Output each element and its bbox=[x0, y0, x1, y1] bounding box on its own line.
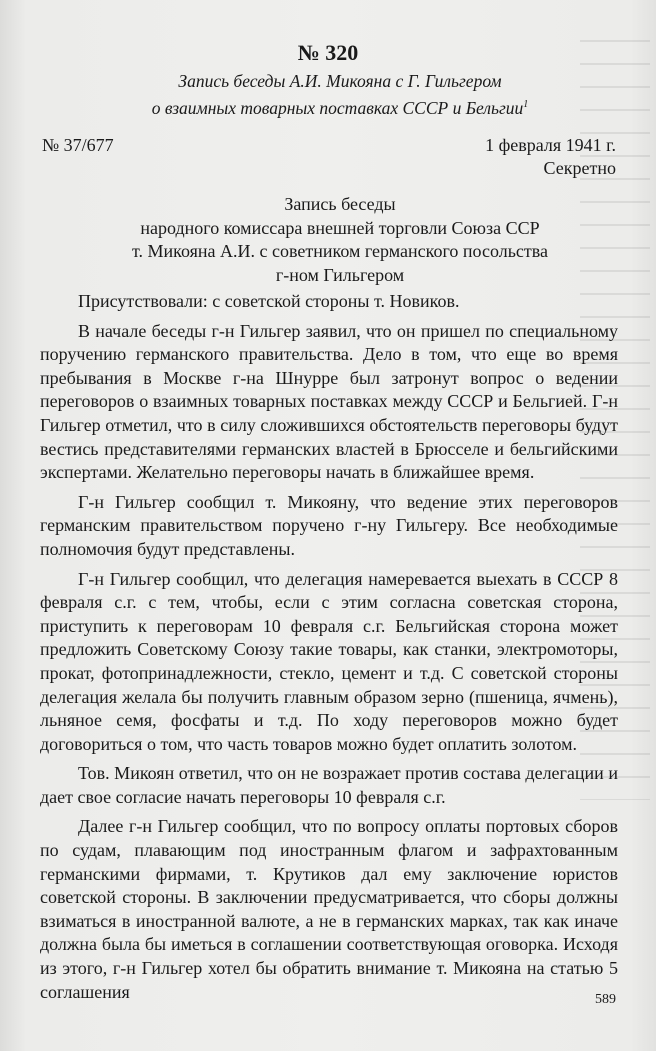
record-title-line: народного комиссара внешней торговли Союза ССР bbox=[140, 217, 540, 238]
body-paragraph: Далее г-н Гильгер сообщил, что по вопросу оплаты портовых сборов по судам, плавающим под иностранным флагом и зафрахтованным германскими фирмами, т. Крутиков дал ему заключение юристов советской стороны. В заключении предусматривается, что сборы должны взиматься в иностранной валюте, а не в германских марках, так как иначе должна была бы иметься в соглашении соответствующая оговорка. Исходя из этого, г-н Гильгер хотел бы обратить внимание т. Микояна на статью 5 соглашения bbox=[40, 816, 618, 1002]
body-paragraph: В начале беседы г-н Гильгер заявил, что он пришел по специальному поручению германского правительства. Дело в том, что еще во время пребывания в Москве г-на Шнурре был затронут вопрос о ведении переговоров о взаимных товарных поставках между СССР и Бельгией. Г-н Гильгер отметил, что в силу сложившихся обстоятельств переговоры будут вестись представителями германских властей в Брюсселе и бельгийскими экспертами. Желательно переговоры начать в ближайшее время. bbox=[40, 320, 618, 483]
document-date: 1 февраля 1941 г. bbox=[485, 135, 616, 155]
classification-label: Секретно bbox=[543, 158, 616, 178]
record-title-line: т. Микояна А.И. с советником германского посольства bbox=[131, 241, 549, 261]
document-title bbox=[90, 70, 590, 120]
body-paragraph: Г-н Гильгер сообщил т. Микояну, что ведение этих переговоров германским правительством поручено г-ну Гильгеру. Все необходимые полномочия будут представлены. bbox=[40, 491, 618, 559]
reference-number: № 37/677 bbox=[42, 135, 114, 155]
attendees-paragraph: Присутствовали: с советской стороны т. Новиков. bbox=[78, 291, 460, 311]
record-title-line: г-ном Гильгером bbox=[275, 264, 405, 285]
record-title bbox=[60, 193, 620, 287]
document-title-line: Запись беседы А.И. Микояна с Г. Гильгером bbox=[178, 71, 502, 91]
document-title-text: о взаимных товарных поставках СССР и Бельгии bbox=[151, 97, 524, 118]
document-body bbox=[40, 290, 618, 1010]
page-number: 589 bbox=[595, 992, 616, 1007]
document-number: № 320 bbox=[297, 40, 359, 65]
body-paragraph: Г-н Гильгер сообщил, что делегация намеревается выехать в СССР 8 февраля с.г. с тем, чтобы, если с этим согласна советская сторона, приступить к переговорам 10 февраля с.г. Бельгийская сторона может предложить Советскому Союзу такие товары, как станки, электромоторы, прокат, фотопринадлежности, стекло, цемент и т.д. С советской стороны делегация желала бы получить главным образом зерно (пшеница, ячмень), льняное семя, фосфаты и т.д. По ходу переговоров можно будет договориться о том, что часть товаров можно будет оплатить золотом. bbox=[40, 568, 618, 754]
record-title-line: Запись беседы bbox=[284, 194, 396, 214]
body-paragraph: Тов. Микоян ответил, что он не возражает против состава делегации и дает свое согласие начать переговоры 10 февраля с.г. bbox=[40, 763, 618, 807]
footnote-marker: 1 bbox=[523, 99, 529, 110]
document-title-line bbox=[90, 93, 590, 120]
